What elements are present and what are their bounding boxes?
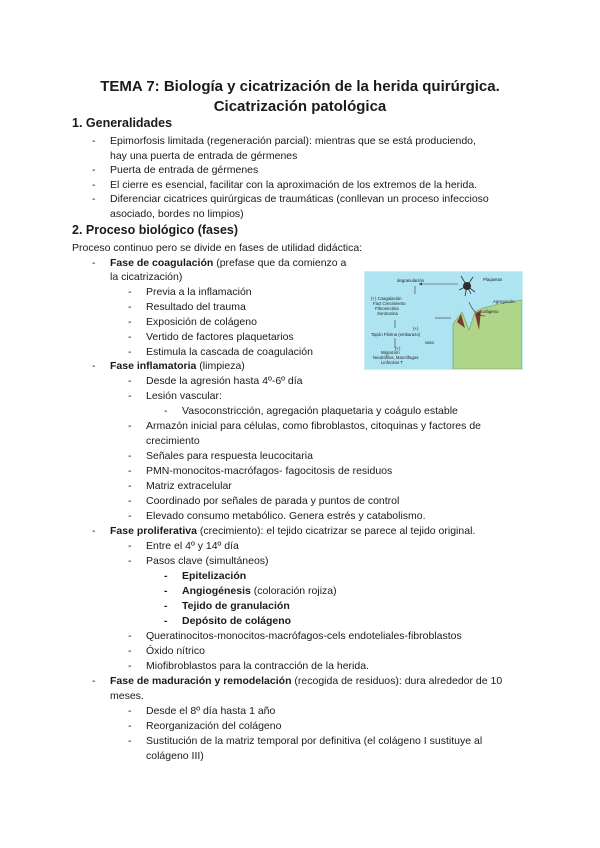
bullet-dash: - — [164, 405, 168, 417]
coagulation-diagram — [364, 271, 523, 370]
phase-coagulation — [110, 256, 346, 271]
diagram-label: Serotonina — [377, 311, 398, 316]
bullet-dash: - — [92, 179, 96, 191]
bullet-dash: - — [128, 346, 132, 358]
list-item: Estimula la cascada de coagulación — [146, 346, 313, 358]
list-item: PMN-monocitos-macrófagos- fagocitosis de residuos — [146, 465, 393, 477]
list-item: Previa a la inflamación — [146, 286, 252, 298]
bullet-dash: - — [92, 135, 96, 147]
bullet-dash: - — [164, 615, 168, 627]
diagram-label: Linfocitos T — [381, 360, 403, 365]
diagram-label: Migración — [381, 350, 400, 355]
bullet-dash: - — [92, 193, 96, 205]
bullet-dash: - — [92, 675, 96, 687]
bullet-dash: - — [164, 600, 168, 612]
phase-desc: (limpieza) — [196, 360, 245, 372]
bullet-dash: - — [164, 585, 168, 597]
section-2-heading: 2. Proceso biológico (fases) — [72, 223, 239, 237]
bullet-dash: - — [128, 630, 132, 642]
list-item: Desde la agresión hasta 4º-6º día — [146, 375, 303, 387]
list-item: Desde el 8º día hasta 1 año — [146, 705, 276, 717]
diagram-label: Fibronectina — [375, 306, 399, 311]
list-item: colágeno III) — [146, 750, 204, 762]
bullet-dash: - — [128, 286, 132, 298]
key-step: Angiogénesis (coloración rojiza) — [182, 585, 337, 597]
list-item: Pasos clave (simultáneos) — [146, 555, 269, 567]
phase-proliferative — [110, 524, 475, 539]
list-item: Epimorfosis limitada (regeneración parcial): mientras que se está produciendo, — [110, 135, 476, 147]
bullet-dash: - — [128, 316, 132, 328]
bullet-dash: - — [128, 375, 132, 387]
bullet-dash: - — [128, 705, 132, 717]
title-line-2: Cicatrización patológica — [213, 98, 387, 115]
list-item: Matriz extracelular — [146, 480, 232, 492]
diagram-label: (+) Coagulación — [371, 296, 402, 301]
list-item: Queratinocitos-monocitos-macrófagos-cels endoteliales-fibroblastos — [146, 630, 462, 642]
bullet-dash: - — [128, 720, 132, 732]
diagram-label: Plaquetas — [483, 277, 503, 282]
phase-inflammatory — [110, 359, 245, 374]
bullet-dash: - — [128, 510, 132, 522]
list-item: Óxido nítrico — [146, 645, 205, 657]
key-step: Epitelización — [182, 570, 247, 582]
bullet-dash: - — [92, 257, 96, 269]
diagram-label: Agregación — [493, 299, 515, 304]
diagram-label: Fact Crecimiento — [373, 301, 406, 306]
title-line-1: TEMA 7: Biología y cicatrización de la herida quirúrgica. — [100, 78, 500, 95]
list-item: asociado, bordes no limpios) — [110, 208, 244, 220]
phase-desc: la cicatrización) — [110, 271, 183, 283]
bullet-dash: - — [128, 390, 132, 402]
bullet-dash: - — [128, 465, 132, 477]
list-item: Vertido de factores plaquetarios — [146, 331, 294, 343]
list-item: Exposición de colágeno — [146, 316, 257, 328]
platelet-icon — [459, 276, 475, 296]
diagram-label: colágeno — [481, 309, 499, 314]
list-item: Puerta de entrada de gérmenes — [110, 164, 259, 176]
bullet-dash: - — [92, 164, 96, 176]
list-item: Miofibroblastos para la contracción de la herida. — [146, 660, 369, 672]
phase-desc: (recogida de residuos): dura alrededor de 10 — [291, 675, 503, 687]
list-item: Sustitución de la matriz temporal por definitiva (el colágeno I sustituye al — [146, 735, 483, 747]
phase-maturation — [110, 674, 502, 689]
bullet-dash: - — [128, 495, 132, 507]
diagram-label: (+) — [395, 346, 401, 351]
list-item: crecimiento — [146, 435, 200, 447]
bullet-dash: - — [164, 570, 168, 582]
diagram-label: Tapón Fibrina (embarazo) — [371, 332, 421, 337]
section-2-intro: Proceso continuo pero se divide en fases de utilidad didáctica: — [72, 242, 363, 254]
bullet-dash: - — [92, 360, 96, 372]
phase-label: Fase proliferativa — [110, 525, 197, 537]
list-item: Diferenciar cicatrices quirúrgicas de traumáticas (conllevan un proceso infeccioso — [110, 193, 489, 205]
diagram-label: vaso — [425, 340, 435, 345]
bullet-dash: - — [128, 555, 132, 567]
bullet-dash: - — [128, 450, 132, 462]
phase-label: Fase de coagulación — [110, 257, 214, 269]
bullet-dash: - — [128, 645, 132, 657]
bullet-dash: - — [128, 540, 132, 552]
bullet-dash: - — [92, 525, 96, 537]
bullet-dash: - — [128, 331, 132, 343]
diagram-label: Neutrófilos, Macrófagos — [373, 355, 419, 360]
list-item: Lesión vascular: — [146, 390, 222, 402]
section-1-heading: 1. Generalidades — [72, 116, 173, 130]
bullet-dash: - — [128, 480, 132, 492]
list-item: Coordinado por señales de parada y puntos de control — [146, 495, 400, 507]
phase-label: Fase de maduración y remodelación — [110, 675, 292, 687]
phase-desc: meses. — [110, 690, 144, 702]
list-item: Resultado del trauma — [146, 301, 246, 313]
key-step: Tejido de granulación — [182, 600, 290, 612]
bullet-dash: - — [128, 301, 132, 313]
phase-desc: (crecimiento): el tejido cicatrizar se parece al tejido original. — [196, 525, 476, 537]
key-step: Depósito de colágeno — [182, 615, 292, 627]
list-item: Armazón inicial para células, como fibroblastos, citoquinas y factores de — [146, 420, 481, 432]
list-item: El cierre es esencial, facilitar con la aproximación de los extremos de la herida. — [110, 179, 478, 191]
list-item: Reorganización del colágeno — [146, 720, 282, 732]
list-item: hay una puerta de entrada de gérmenes — [110, 150, 298, 162]
list-item: Vasoconstricción, agregación plaquetaria y coágulo estable — [182, 405, 458, 417]
phase-desc: (prefase que da comienzo a — [213, 257, 347, 269]
diagram-label: degranulación — [397, 278, 424, 283]
bullet-dash: - — [128, 735, 132, 747]
list-item: Elevado consumo metabólico. Genera estrés y catabolismo. — [146, 510, 426, 522]
bullet-dash: - — [128, 660, 132, 672]
list-item: Entre el 4º y 14º día — [146, 540, 239, 552]
diagram-label: (+) — [413, 326, 419, 331]
bullet-dash: - — [128, 420, 132, 432]
phase-label: Fase inflamatoria — [110, 360, 197, 372]
list-item: Señales para respuesta leucocitaria — [146, 450, 313, 462]
